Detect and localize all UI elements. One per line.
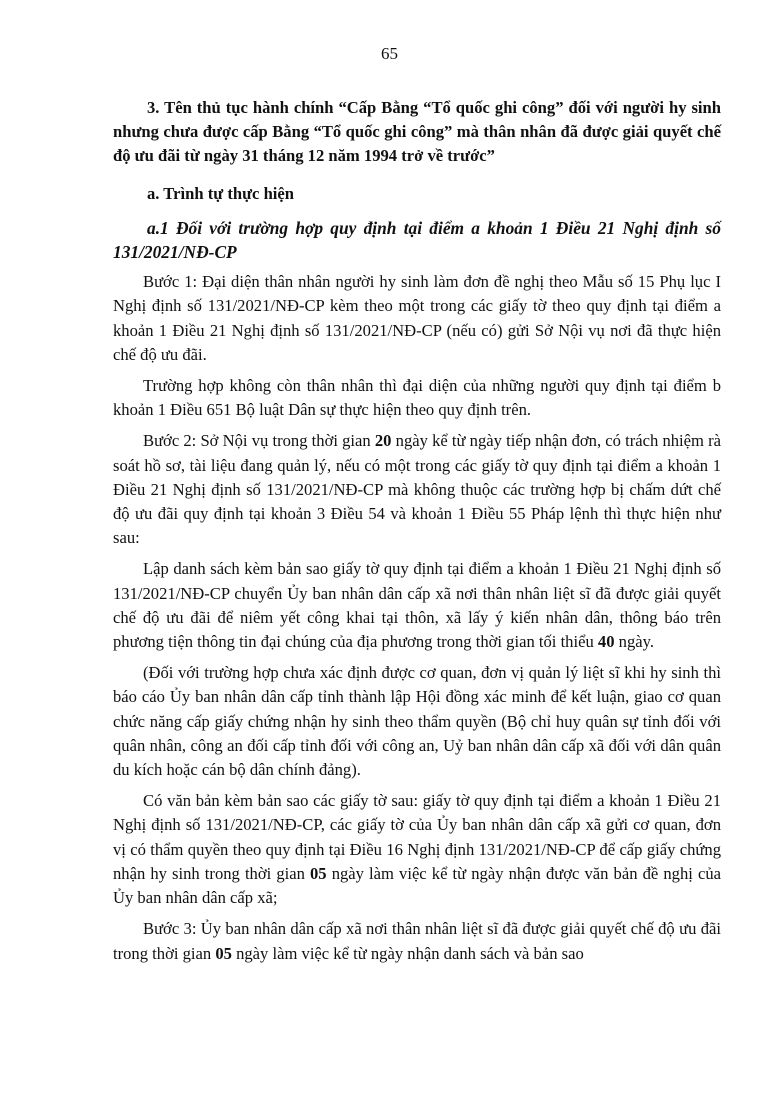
paragraph-no-relatives: Trường hợp không còn thân nhân thì đại diện của những người quy định tại điểm b khoản 1 Điều 651 Bộ luật Dân sự thực hiện theo quy định trên. [113,376,721,420]
text-run: Bước 3: Ủy ban nhân dân cấp xã nơi thân nhân liệt sĩ đã được giải quyết chế độ ưu đãi trong thời gian [113,919,721,963]
bold-days: 05 [215,943,232,963]
bold-days: 40 [597,632,615,652]
subsection-heading-a1 [113,216,721,264]
paragraph-step-3 [113,917,721,965]
bold-days: 20 [374,431,392,451]
text-run: ngày làm việc kể từ ngày nhận được văn bản đề nghị của Ủy ban nhân dân cấp xã; [113,863,721,908]
bold-days: 05 [310,863,327,883]
procedure-title: 3. Tên thủ tục hành chính “Cấp Bằng “Tổ quốc ghi công” đối với người hy sinh nhưng chưa được cấp Bằng “Tổ quốc ghi công” mà thân nhân đã được giải quyết chế độ ưu đãi từ ngày 31 tháng 12 năm 1994 trở về trước” [113,98,721,166]
paragraph-document-copies [113,789,721,910]
paragraph-list-copies [113,557,721,654]
paragraph-unidentified-unit: (Đối với trường hợp chưa xác định được cơ quan, đơn vị quản lý liệt sĩ khi hy sinh thì báo cáo Ủy ban nhân dân cấp tỉnh thành lập Hội đồng xác minh để kết luận, giao cơ quan chức năng cấp giấy chứng nhận hy sinh theo thẩm quyền (Bộ chỉ huy quân sự tỉnh đối với quân nhân, công an đối cấp tỉnh đối với công an, Uỷ ban nhân dân cấp xã đối với dân quân du kích hoặc cán bộ dân chính đảng). [113,663,721,780]
section-heading-a: a. Trình tự thực hiện [147,183,295,203]
text-run: Có văn bản kèm bản sao các giấy tờ sau: giấy tờ quy định tại điểm a khoản 1 Điều 21 Nghị định số 131/2021/NĐ-CP, các giấy tờ của Ủy ban nhân dân cấp xã gửi cơ quan, đơn vị có thẩm quyền theo quy định tại Điều 16 Nghị định 131/2021/NĐ-CP để cấp giấy chứng nhận hy sinh trong thời gian [113,791,721,883]
text-run: ngày. [614,632,654,652]
text-run: ngày làm việc kể từ ngày nhận danh sách và bản sao [231,943,584,963]
paragraph-step-2 [113,429,721,550]
text-run: ngày kể từ ngày tiếp nhận đơn, có trách nhiệm rà soát hồ sơ, tài liệu đang quản lý, nếu có một trong các giấy tờ quy định tại điểm a khoản 1 Điều 21 Nghị định số 131/2021/NĐ-CP mà không thuộc các trường hợp bị chấm dứt chế độ ưu đãi quy định tại khoản 3 Điều 54 và khoản 1 Điều 55 Pháp lệnh thì thực hiện như sau: [113,431,721,548]
paragraph-step-1: Bước 1: Đại diện thân nhân người hy sinh làm đơn đề nghị theo Mẫu số 15 Phụ lục I Nghị định số 131/2021/NĐ-CP kèm theo một trong các giấy tờ theo quy định tại điểm a khoản 1 Điều 21 Nghị định số 131/2021/NĐ-CP (nếu có) gửi Sở Nội vụ nơi đã thực hiện chế độ ưu đãi. [113,272,721,364]
text-run: Lập danh sách kèm bản sao giấy tờ quy định tại điểm a khoản 1 Điều 21 Nghị định số 131/2021/NĐ-CP chuyển Ủy ban nhân dân cấp xã nơi thân nhân liệt sĩ đã được giải quyết chế độ ưu đãi để niêm yết công khai tại thôn, xã lấy ý kiến nhân dân, thông báo trên phương tiện thông tin đại chúng của địa phương trong thời gian tối thiểu [113,559,721,652]
subsection-text: Đối với trường hợp quy định tại điểm a khoản 1 Điều 21 Nghị định số 131/2021/NĐ-CP [113,217,721,263]
page-number: 65 [381,44,398,63]
text-run: Bước 2: Sở Nội vụ trong thời gian [143,431,375,451]
document-body [113,96,721,973]
subsection-number: a.1 [147,217,169,238]
